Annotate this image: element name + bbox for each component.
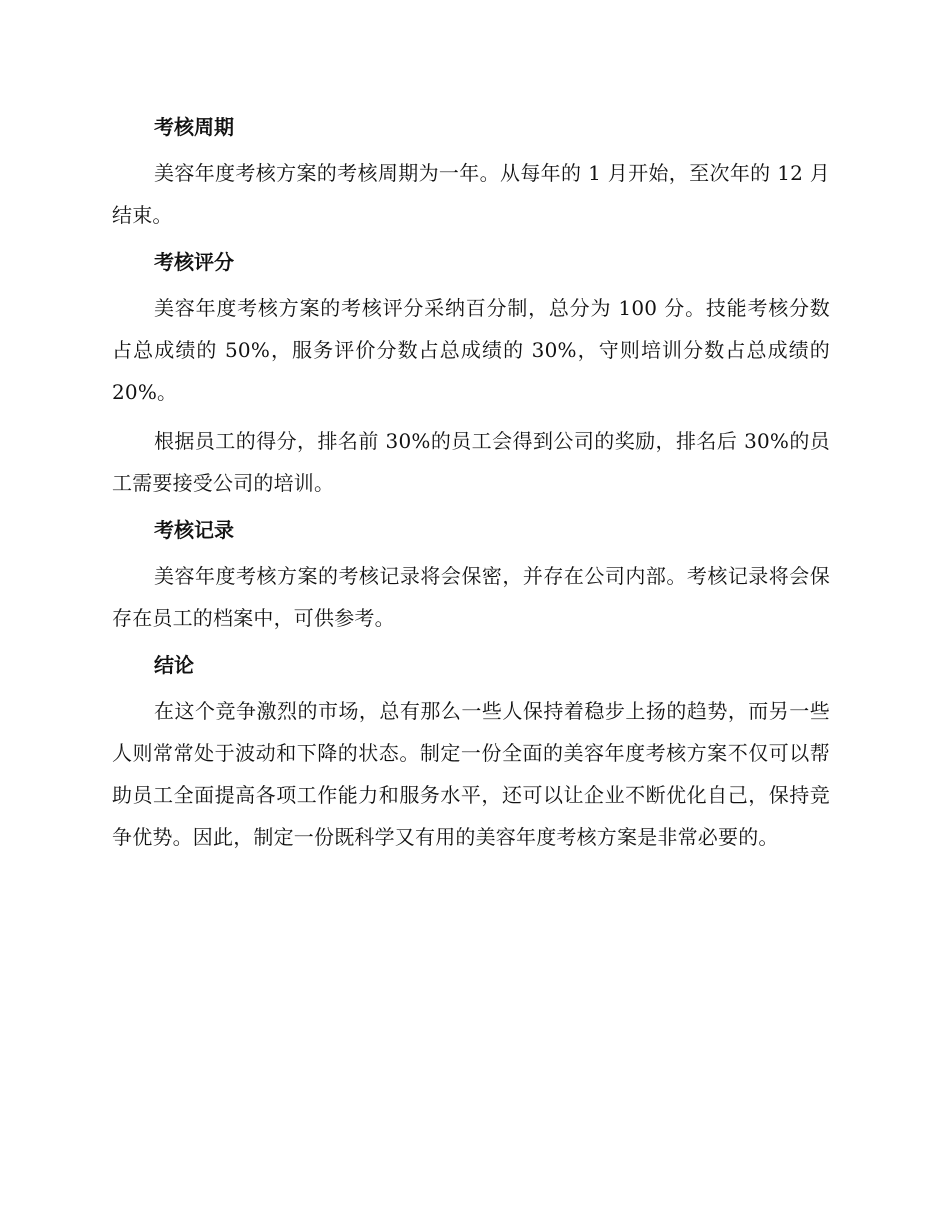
paragraph: 根据员工的得分，排名前 30%的员工会得到公司的奖励，排名后 30%的员工需要接受公司的培训。 [112, 429, 830, 495]
section-assessment-period [112, 108, 830, 236]
section-heading: 考核评分 [154, 250, 234, 274]
section-heading: 考核记录 [154, 518, 234, 542]
section-assessment-scoring [112, 243, 830, 504]
section-heading: 结论 [154, 653, 194, 677]
paragraph: 美容年度考核方案的考核评分采纳百分制，总分为 100 分。技能考核分数占总成绩的 50%，服务评价分数占总成绩的 30%，守则培训分数占总成绩的 20%。 [112, 296, 830, 404]
section-assessment-records [112, 511, 830, 639]
paragraph: 美容年度考核方案的考核周期为一年。从每年的 1 月开始，至次年的 12 月结束。 [112, 161, 830, 227]
document-content [112, 108, 830, 865]
paragraph: 在这个竞争激烈的市场，总有那么一些人保持着稳步上扬的趋势，而另一些人则常常处于波动和下降的状态。制定一份全面的美容年度考核方案不仅可以帮助员工全面提高各项工作能力和服务水平，还可以让企业不断优化自己，保持竞争优势。因此，制定一份既科学又有用的美容年度考核方案是非常必要的。 [112, 699, 830, 849]
paragraph: 美容年度考核方案的考核记录将会保密，并存在公司内部。考核记录将会保存在员工的档案中，可供参考。 [112, 564, 830, 630]
section-heading: 考核周期 [154, 115, 234, 139]
section-conclusion [112, 646, 830, 858]
